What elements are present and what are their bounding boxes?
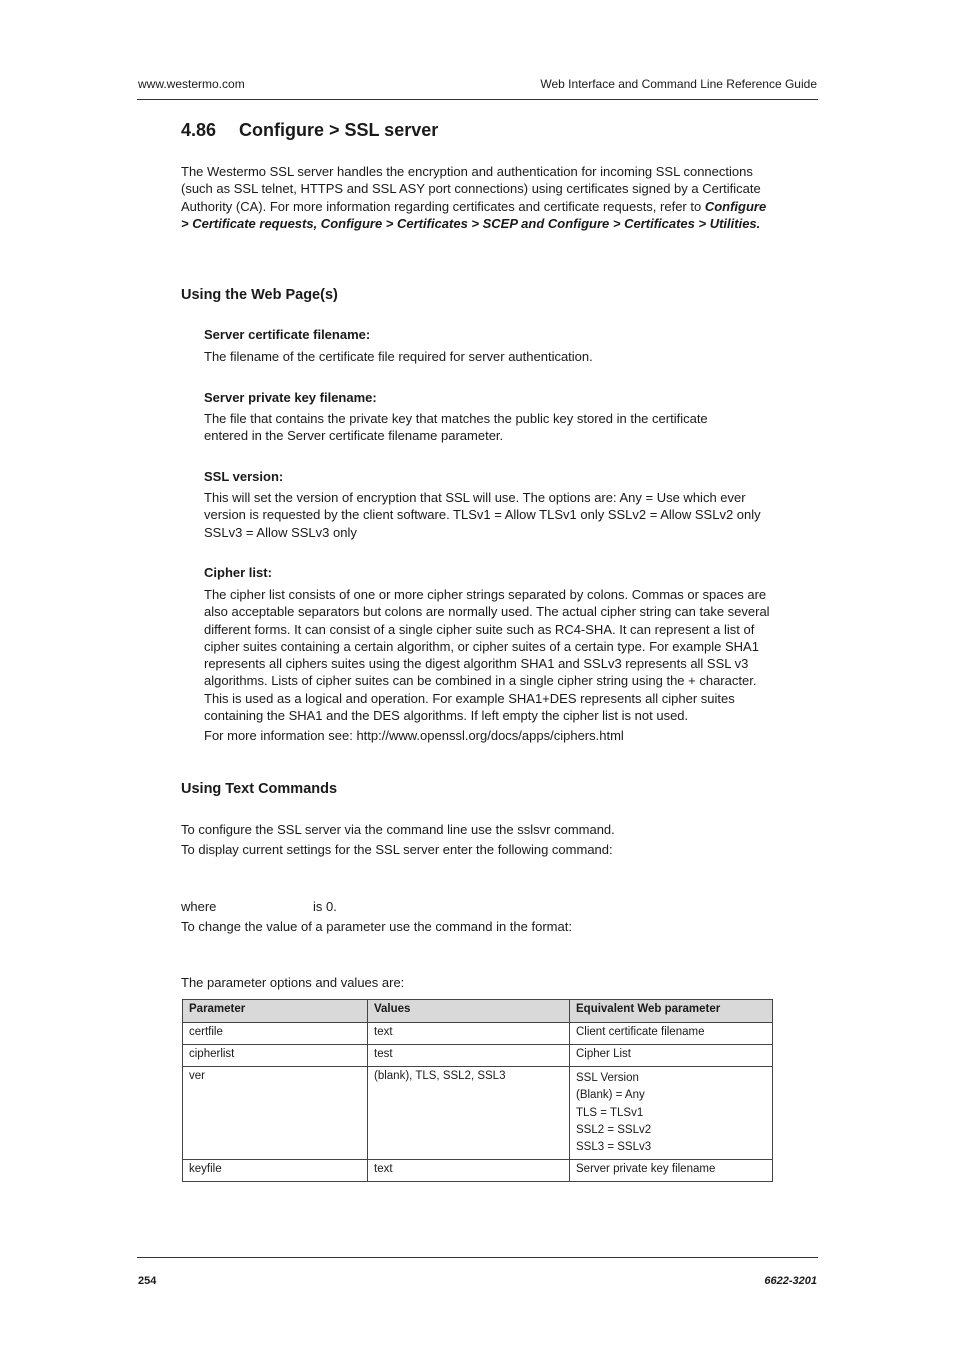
section-title [181,120,438,141]
table-cell: (blank), TLS, SSL2, SSL3 [368,1067,570,1160]
table-row [183,1045,773,1067]
table-cell-line: TLS = TLSv1 [576,1106,644,1119]
header-site: www.westermo.com [138,77,245,91]
table-cell: Server private key filename [570,1160,773,1182]
table-cell-line: SSL3 = SSLv3 [576,1141,652,1154]
intro-paragraph [181,163,771,232]
table-cell: ver [183,1067,368,1160]
table-cell: text [368,1160,570,1182]
text-commands-line2: To display current settings for the SSL server enter the following command: [181,842,613,857]
table-cell-line: (Blank) = Any [576,1089,645,1102]
field-title-cipher-list: Cipher list: [204,565,272,580]
field-title-key-filename: Server private key filename: [204,390,377,405]
field-title-ssl-version: SSL version: [204,469,284,484]
footer-page-number: 254 [138,1275,157,1287]
table-cell: text [368,1023,570,1045]
header-rule [137,99,818,100]
table-header-parameter: Parameter [183,1000,368,1023]
table-cell: test [368,1045,570,1067]
parameter-table [182,999,773,1182]
text-commands-heading: Using Text Commands [181,781,338,797]
table-header-values: Values [368,1000,570,1023]
text-commands-line3: To change the value of a parameter use the command in the format: [181,919,572,934]
table-cell: cipherlist [183,1045,368,1067]
text-commands-line1: To configure the SSL server via the command line use the sslsvr command. [181,822,615,837]
table-cell-line: SSL Version [576,1072,639,1084]
table-cell-line: SSL2 = SSLv2 [576,1123,652,1136]
text-commands-where-value: is 0. [313,899,337,914]
table-header-row [183,1000,773,1023]
text-commands-line4: The parameter options and values are: [181,975,405,990]
field-desc-cipher-more-info: For more information see: http://www.openssl.org/docs/apps/ciphers.html [204,728,624,743]
table-cell: Client certificate filename [570,1023,773,1045]
footer-doc-number: 6622-3201 [764,1275,817,1287]
field-title-cert-filename: Server certificate filename: [204,327,371,342]
footer-rule [137,1257,818,1258]
field-desc-cipher-list: The cipher list consists of one or more cipher strings separated by colons. Commas or spaces are also acceptable separators but colons are normally used. The actual cipher string can take several different forms. It can consist of a single cipher suite such as RC4-SHA. It can represent a list of cipher suites containing a certain algorithm, or cipher suites of a certain type. For example SHA1 represents all ciphers suites using the digest algorithm SHA1 and SSLv3 represents all SSL v3 algorithms. Lists of cipher suites can be combined in a single cipher string using the + character. This is used as a logical and operation. For example SHA1+DES represents all cipher suites containing the SHA1 and the DES algorithms. If left empty the cipher list is not used. [204,587,770,724]
header-guide-title: Web Interface and Command Line Reference Guide [540,77,817,91]
table-cell: keyfile [183,1160,368,1182]
table-row [183,1023,773,1045]
intro-text: The Westermo SSL server handles the encryption and authentication for incoming SSL connections (such as SSL telnet, HTTPS and SSL ASY port connections) using certificates signed by a Certificate Authority (CA). For more information regarding certificates and certificate requests, refer to [181,164,761,214]
web-heading: Using the Web Page(s) [181,287,338,303]
intro-links: Configure > Certificate requests, Configure > Certificates > SCEP and Configure > Certificates > Utilities. [181,198,767,231]
table-cell: Cipher List [570,1045,773,1067]
field-desc-cert-filename: The filename of the certificate file required for server authentication. [204,349,593,364]
table-row [183,1067,773,1160]
text-commands-where: where [181,899,217,914]
field-desc-ssl-version: This will set the version of encryption that SSL will use. The options are: Any = Use which ever version is requested by the client software. TLSv1 = Allow TLSv1 only SSLv2 = Allow SSLv2 only SSLv3 = Allow SSLv3 only [204,490,761,540]
section-number: 4.86 [181,120,217,140]
table-header-web-parameter: Equivalent Web parameter [570,1000,773,1023]
field-desc-key-filename: The file that contains the private key that matches the public key stored in the certificate entered in the Server certificate filename parameter. [204,411,708,444]
section-title-text: Configure > SSL server [239,120,439,140]
table-row [183,1160,773,1182]
table-cell-multiline [570,1067,773,1160]
table-cell: certfile [183,1023,368,1045]
